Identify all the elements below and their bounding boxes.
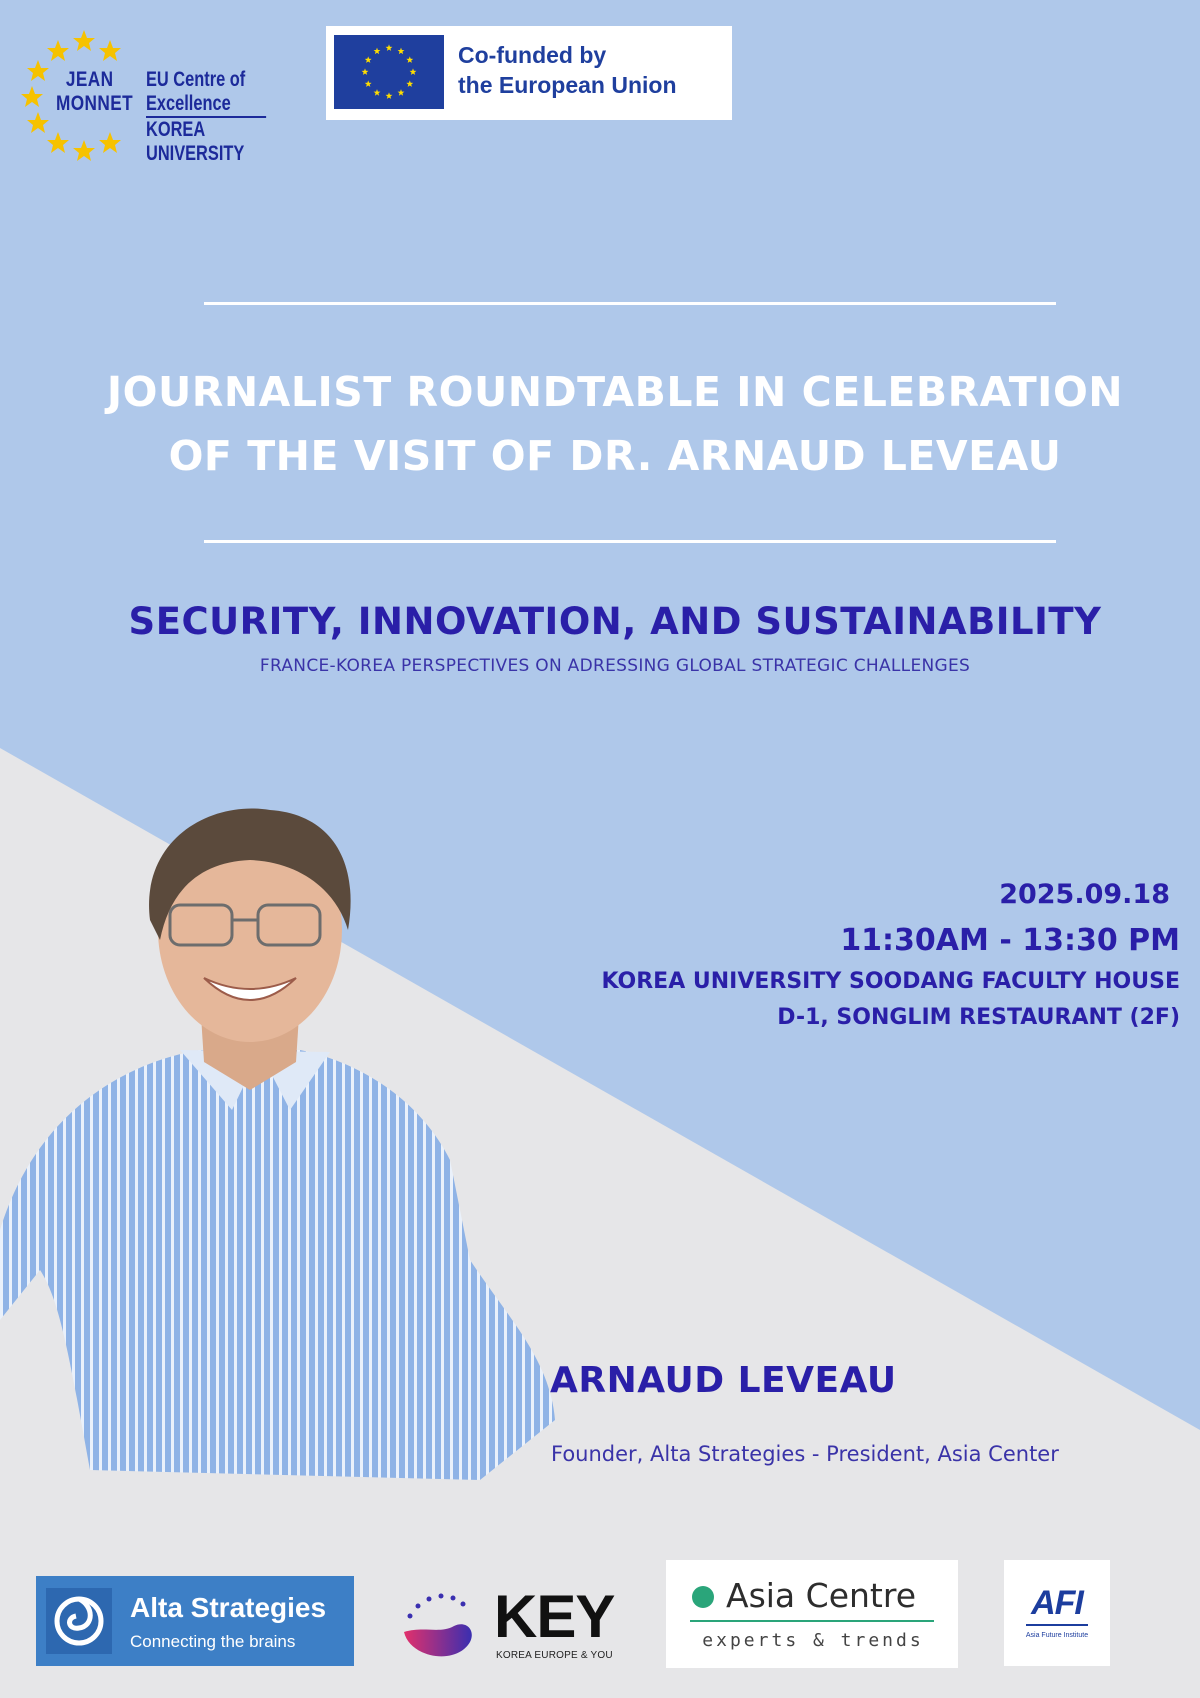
key-tagline: KOREA EUROPE & YOU <box>496 1650 613 1661</box>
title-top-rule <box>204 302 1056 305</box>
asia-centre-name: Asia Centre <box>726 1576 916 1615</box>
event-title <box>0 360 1200 488</box>
alta-spiral-icon <box>46 1588 112 1654</box>
event-title-line1: JOURNALIST ROUNDTABLE IN CELEBRATION <box>106 368 1124 416</box>
eu-cofunded-line2: the European Union <box>458 72 677 98</box>
asia-centre-dot-icon <box>692 1586 714 1608</box>
afi-rule <box>1026 1624 1088 1626</box>
afi-tagline: Asia Future Institute <box>1025 1632 1089 1639</box>
speaker-name: ARNAUD LEVEAU <box>550 1360 897 1401</box>
event-title-line2: OF THE VISIT OF DR. ARNAUD LEVEAU <box>168 432 1062 480</box>
eu-flag-icon <box>334 35 444 109</box>
jean-monnet-logo <box>20 22 300 165</box>
key-logo <box>400 1580 630 1670</box>
jean-monnet-wordmark <box>56 68 133 116</box>
eu-centre-line1: EU Centre of Excellence <box>146 68 266 118</box>
afi-logo <box>1004 1560 1110 1666</box>
alta-tagline: Connecting the brains <box>130 1632 296 1651</box>
eu-cofunded-line1: Co-funded by <box>458 42 607 68</box>
title-bottom-rule <box>204 540 1056 543</box>
event-details <box>601 872 1180 1036</box>
event-time: 11:30AM - 13:30 PM <box>840 923 1180 958</box>
key-arc-icon <box>400 1586 480 1666</box>
asia-centre-tagline: experts & trends <box>702 1630 924 1651</box>
speaker-role: Founder, Alta Strategies - President, Asia Center <box>551 1442 1059 1466</box>
event-venue-line1: KOREA UNIVERSITY SOODANG FACULTY HOUSE <box>601 969 1180 994</box>
jean-monnet-line2: MONNET <box>56 92 134 115</box>
alta-name: Alta Strategies <box>130 1592 327 1623</box>
event-date: 2025.09.18 <box>999 879 1170 910</box>
eu-cofunded-text <box>458 40 677 100</box>
jean-monnet-line1: JEAN <box>65 68 114 91</box>
speaker-photo <box>0 800 560 1480</box>
afi-wordmark: AFI <box>1031 1584 1083 1622</box>
key-wordmark: KEY <box>494 1583 615 1650</box>
asia-centre-logo <box>666 1560 958 1668</box>
eu-centre-wordmark <box>146 68 266 166</box>
event-subheadline: FRANCE-KOREA PERSPECTIVES ON ADRESSING GLOBAL STRATEGIC CHALLENGES <box>259 656 971 676</box>
asia-centre-rule <box>690 1620 934 1622</box>
event-headline: SECURITY, INNOVATION, AND SUSTAINABILITY <box>128 600 1102 643</box>
alta-strategies-logo <box>36 1576 354 1666</box>
eu-centre-line2: KOREA UNIVERSITY <box>146 118 245 165</box>
eu-cofunded-logo <box>326 26 732 120</box>
event-venue-line2: D-1, SONGLIM RESTAURANT (2F) <box>777 1005 1180 1030</box>
